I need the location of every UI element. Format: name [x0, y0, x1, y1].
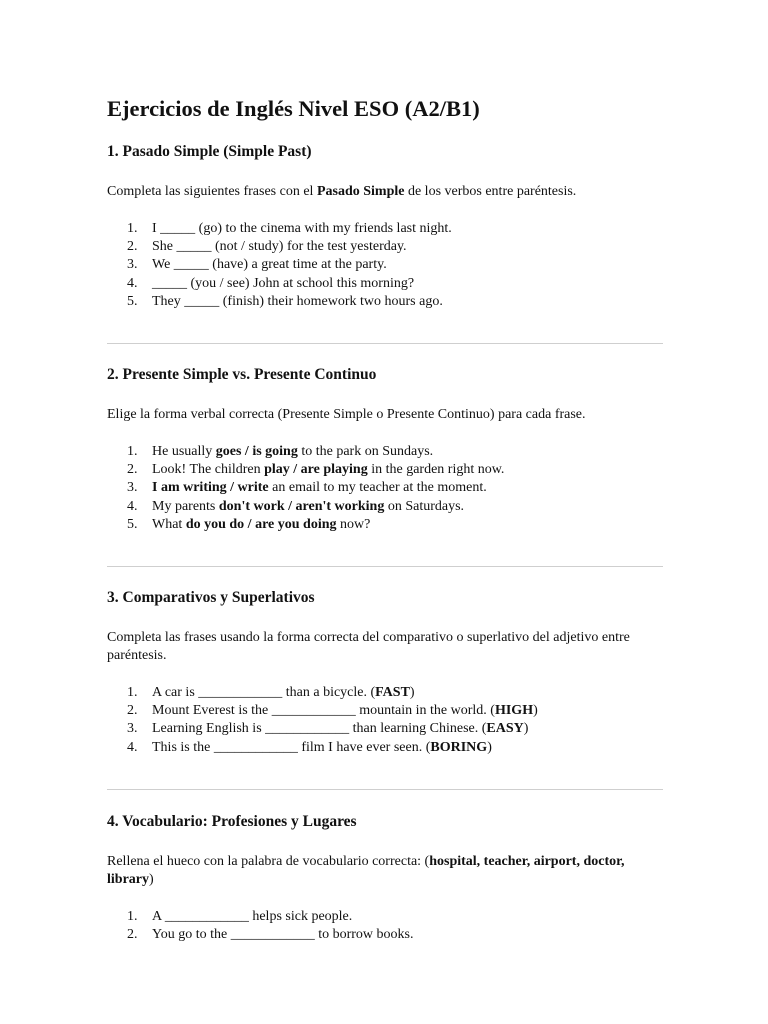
list-item: 2. Mount Everest is the ____________ mountain in the world. (HIGH): [127, 703, 538, 719]
section-vocabulary: [107, 812, 663, 944]
list-item: 1. A ____________ helps sick people.: [127, 908, 353, 924]
section-heading: 1. Pasado Simple (Simple Past): [107, 143, 312, 160]
section-simple-past: [107, 142, 663, 311]
section-divider: [107, 789, 663, 790]
section-present-simple-continuous: [107, 365, 663, 534]
exercise-list: [107, 684, 663, 757]
list-item: 1. A car is ____________ than a bicycle. (FAST): [127, 685, 415, 701]
section-comparatives-superlatives: [107, 588, 663, 757]
list-item: 1. He usually goes / is going to the park on Sundays.: [127, 444, 434, 460]
section-heading: 3. Comparativos y Superlativos: [107, 589, 315, 607]
section-instruction: Completa las siguientes frases con el Pasado Simple de los verbos entre paréntesis.: [107, 184, 577, 199]
exercise-list: [107, 220, 663, 311]
list-item: 3. Learning English is ____________ than learning Chinese. (EASY): [127, 721, 529, 737]
list-item: 3. I am writing / write an email to my teacher at the moment.: [127, 480, 487, 496]
list-item: 5. What do you do / are you doing now?: [127, 516, 371, 532]
list-item: 4. _____ (you / see) John at school this morning?: [127, 275, 415, 291]
list-item: 4. This is the ____________ film I have ever seen. (BORING): [127, 739, 492, 755]
section-heading: 4. Vocabulario: Profesiones y Lugares: [107, 812, 357, 830]
exercise-list: [107, 443, 663, 534]
worksheet-content: [107, 96, 663, 944]
section-divider: [107, 566, 663, 567]
section-instruction: Completa las frases usando la forma correcta del comparativo o superlativo del adjetivo entre paréntesis.: [107, 630, 630, 664]
list-item: 1. I _____ (go) to the cinema with my friends last night.: [127, 221, 452, 236]
section-instruction: Rellena el hueco con la palabra de vocabulario correcta: (hospital, teacher, airport, doctor, library): [107, 853, 625, 887]
list-item: 2. You go to the ____________ to borrow books.: [127, 927, 414, 943]
section-instruction: Elige la forma verbal correcta (Presente Simple o Presente Continuo) para cada frase.: [107, 407, 586, 423]
list-item: 2. Look! The children play / are playing in the garden right now.: [127, 462, 505, 478]
page-title: Ejercicios de Inglés Nivel ESO (A2/B1): [107, 96, 480, 121]
list-item: 4. My parents don't work / aren't working on Saturdays.: [127, 498, 465, 514]
list-item: 5. They _____ (finish) their homework two hours ago.: [127, 293, 443, 309]
list-item: 3. We _____ (have) a great time at the party.: [127, 257, 387, 273]
section-divider: [107, 343, 663, 344]
section-heading: 2. Presente Simple vs. Presente Continuo: [107, 366, 377, 384]
list-item: 2. She _____ (not / study) for the test yesterday.: [127, 239, 407, 255]
exercise-list: [107, 908, 663, 944]
